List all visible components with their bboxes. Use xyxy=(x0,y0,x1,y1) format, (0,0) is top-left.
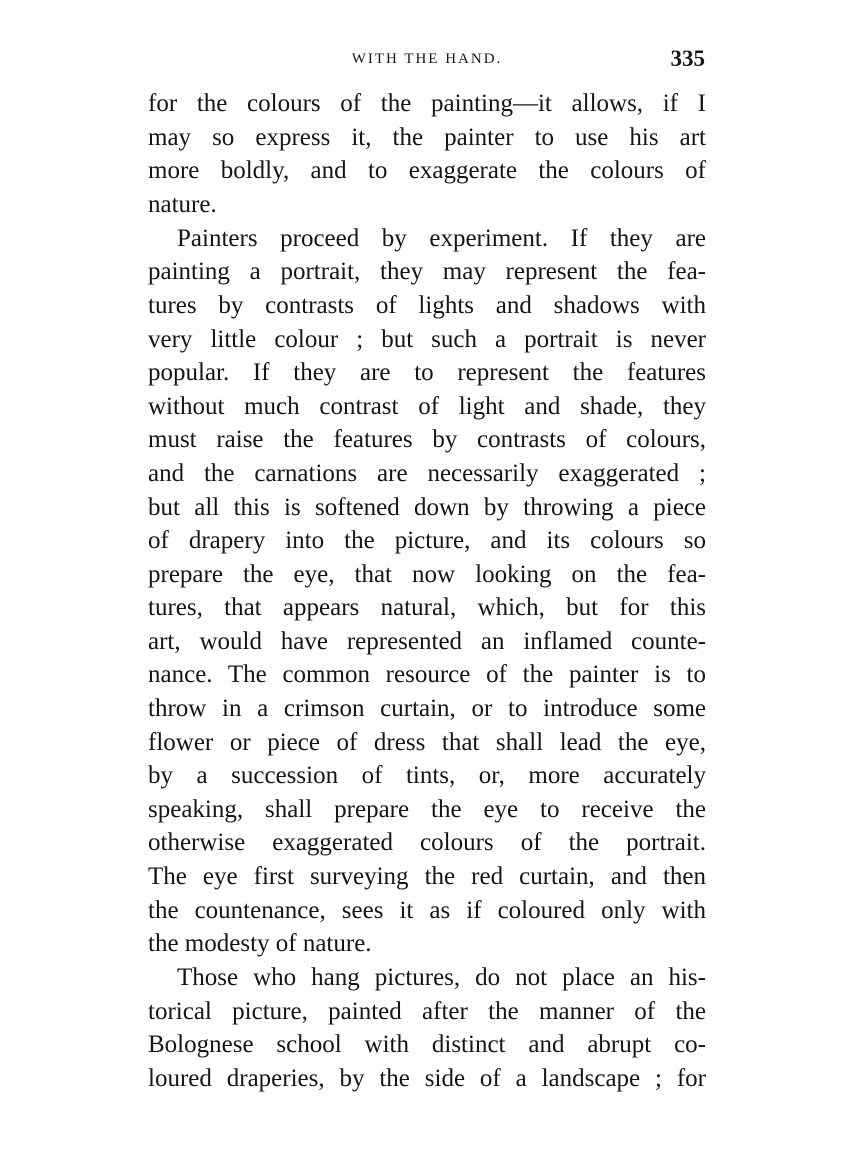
text-line: by a succession of tints, or, more accurately xyxy=(148,762,706,790)
text-line: throw in a crimson curtain, or to introduce some xyxy=(148,695,706,723)
text-line: and the carnations are necessarily exaggerated ; xyxy=(148,459,706,487)
page-number: 335 xyxy=(670,46,705,71)
text-line: nance. The common resource of the painter is to xyxy=(148,661,706,689)
paragraph-first-line: Those who hang pictures, do not place an his- xyxy=(177,964,706,992)
text-line: flower or piece of dress that shall lead the eye, xyxy=(148,728,706,756)
paragraph-first-line: Painters proceed by experiment. If they are xyxy=(177,224,706,252)
text-line: may so express it, the painter to use his art xyxy=(148,123,706,151)
running-header xyxy=(147,48,707,74)
text-line: torical picture, painted after the manner of the xyxy=(148,997,706,1025)
text-line: tures by contrasts of lights and shadows with xyxy=(148,291,706,319)
text-line: the modesty of nature. xyxy=(148,930,372,958)
text-line: tures, that appears natural, which, but for this xyxy=(148,594,706,622)
text-line: The eye first surveying the red curtain, and then xyxy=(148,863,706,891)
text-line: without much contrast of light and shade, they xyxy=(148,392,706,420)
text-line: for the colours of the painting—it allows, if I xyxy=(148,90,706,117)
text-line: painting a portrait, they may represent the fea- xyxy=(148,258,706,286)
text-line: must raise the features by contrasts of colours, xyxy=(148,426,706,454)
body-text xyxy=(148,87,706,1096)
text-line: very little colour ; but such a portrait is never xyxy=(148,325,706,353)
text-line: prepare the eye, that now looking on the fea- xyxy=(148,560,706,588)
text-line: speaking, shall prepare the eye to receive the xyxy=(148,795,706,823)
text-line: otherwise exaggerated colours of the portrait. xyxy=(148,829,706,857)
text-line: art, would have represented an inflamed counte- xyxy=(148,627,706,655)
text-line: of drapery into the picture, and its colours so xyxy=(148,527,706,555)
text-line: the countenance, sees it as if coloured only with xyxy=(148,896,706,924)
text-line: popular. If they are to represent the features xyxy=(148,359,706,387)
text-line: Bolognese school with distinct and abrupt co- xyxy=(148,1031,706,1059)
text-line: loured draperies, by the side of a landscape ; for xyxy=(148,1065,706,1092)
text-line: nature. xyxy=(148,190,217,218)
running-title: WITH THE HAND. xyxy=(351,51,503,67)
text-line: more boldly, and to exaggerate the colours of xyxy=(148,157,706,185)
text-line: but all this is softened down by throwing a piece xyxy=(148,493,706,521)
